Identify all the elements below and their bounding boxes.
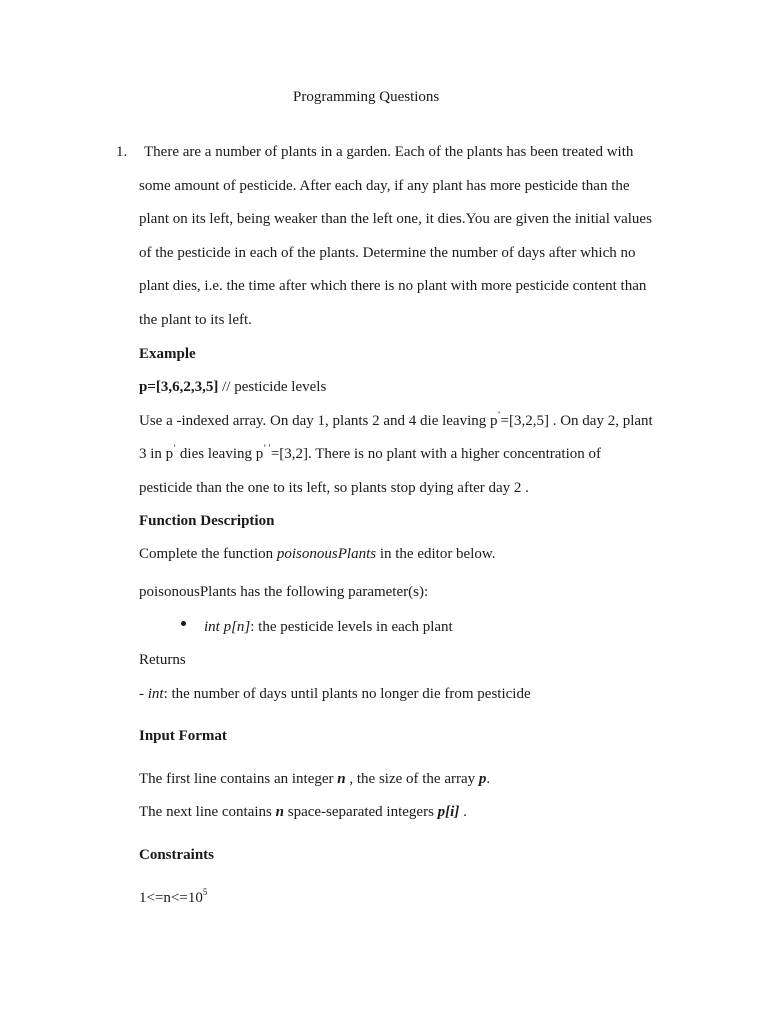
returns-line xyxy=(139,685,531,703)
example-line-2-text-c: =[3,2]. There is no plant with a higher concentration of xyxy=(270,446,601,462)
constraint-base: 1<=n<=10 xyxy=(139,890,203,906)
input-line-2-n: n xyxy=(275,804,284,820)
returns-type: int xyxy=(147,686,164,702)
paragraph-line-6: the plant to its left. xyxy=(139,312,252,328)
input-line-1-p: p xyxy=(478,771,487,787)
example-comment: // pesticide levels xyxy=(218,379,327,395)
input-line-1-n: n xyxy=(337,771,346,787)
page-title: Programming Questions xyxy=(293,89,440,105)
paragraph-line-5: plant dies, i.e. the time after which there is no plant with more pesticide content than xyxy=(139,278,647,294)
function-heading: Function Description xyxy=(139,513,275,529)
params-line: poisonousPlants has the following parameter(s): xyxy=(139,584,429,600)
input-line-1 xyxy=(139,770,490,788)
function-name: poisonousPlants xyxy=(276,546,377,562)
example-array: p=[3,6,2,3,5] xyxy=(139,379,219,395)
returns-prefix: - xyxy=(139,686,148,702)
input-line-2-text-b: space-separated integers xyxy=(283,804,438,820)
param-desc: : the pesticide levels in each plant xyxy=(250,619,453,635)
returns-desc: : the number of days until plants no longer die from pesticide xyxy=(163,686,531,702)
example-line-2-prime-2: ’ ’ xyxy=(263,443,271,453)
constraints-heading: Constraints xyxy=(139,847,215,863)
input-heading: Input Format xyxy=(139,728,227,744)
input-line-1-text-c: . xyxy=(486,771,491,787)
input-line-2-text-a: The next line contains xyxy=(139,804,276,820)
paragraph-line-3: plant on its left, being weaker than the left one, it dies.You are given the initial values xyxy=(139,211,652,227)
example-array-line xyxy=(139,378,326,396)
function-line-text-a: Complete the function xyxy=(139,546,277,562)
input-line-2 xyxy=(139,803,467,821)
function-line-text-b: in the editor below. xyxy=(376,546,496,562)
paragraph-line-2: some amount of pesticide. After each day, if any plant has more pesticide than the xyxy=(139,178,630,194)
input-line-2-text-c: . xyxy=(459,804,467,820)
bullet-icon xyxy=(181,621,186,626)
example-line-1-prime: ’ xyxy=(497,410,501,420)
example-heading: Example xyxy=(139,346,196,362)
input-line-1-text-b: , the size of the array xyxy=(345,771,479,787)
param-item xyxy=(204,618,453,636)
function-line xyxy=(139,545,496,563)
paragraph-line-4: of the pesticide in each of the plants. Determine the number of days after which no xyxy=(139,245,636,261)
input-line-2-pi: p[i] xyxy=(437,804,460,820)
returns-heading: Returns xyxy=(139,652,186,668)
constraint-exponent: 5 xyxy=(202,887,208,897)
question-number: 1. xyxy=(116,144,128,160)
paragraph-line-1: There are a number of plants in a garden. Each of the plants has been treated with xyxy=(144,144,634,160)
example-line-2-prime-1: ’ xyxy=(173,443,177,453)
param-type: int p[n] xyxy=(204,619,251,635)
input-line-1-text-a: The first line contains an integer xyxy=(139,771,338,787)
example-line-2-text-b: dies leaving p xyxy=(176,446,264,462)
example-line-2 xyxy=(139,445,601,463)
example-line-2-text-a: 3 in p xyxy=(139,446,174,462)
example-line-1-text-b: =[3,2,5] . On day 2, plant xyxy=(500,413,653,429)
example-line-1-text-a: Use a -indexed array. On day 1, plants 2 and 4 die leaving p xyxy=(139,413,498,429)
example-line-1 xyxy=(139,412,653,430)
example-line-3: pesticide than the one to its left, so plants stop dying after day 2 . xyxy=(139,480,529,496)
constraint-line xyxy=(139,889,207,907)
